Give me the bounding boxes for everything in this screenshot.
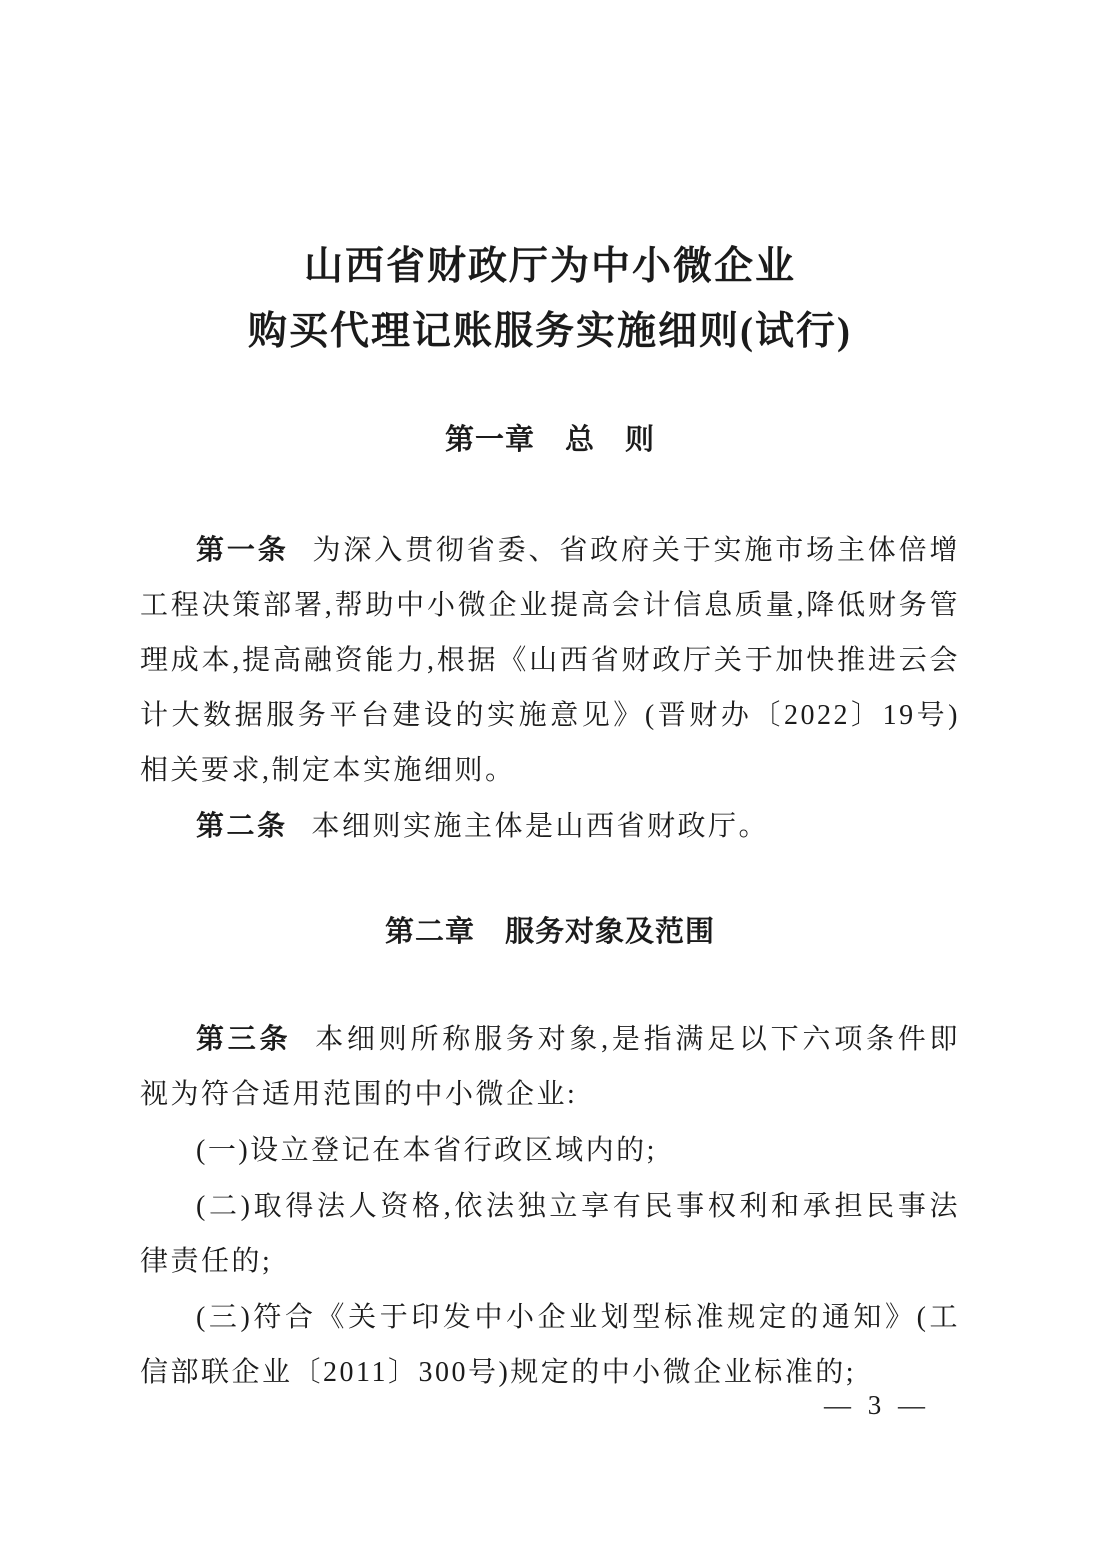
page-number: — 3 —	[824, 1390, 930, 1420]
document-title	[140, 0, 960, 364]
article-3-item-2-text: (二)取得法人资格,依法独立享有民事权利和承担民事法律责任的;	[140, 1191, 960, 1277]
article-1-label: 第一条	[196, 534, 289, 565]
chapter-2-heading: 第二章 服务对象及范围	[384, 916, 715, 948]
article-3-text: 本细则所称服务对象,是指满足以下六项条件即视为符合适用范围的中小微企业:	[140, 1024, 960, 1110]
article-3-paragraph	[140, 1011, 960, 1122]
document-title-line-1: 山西省财政厅为中小微企业	[303, 245, 796, 288]
document-title-line-2: 购买代理记账服务实施细则(试行)	[248, 310, 852, 353]
article-3-item-3-text: (三)符合《关于印发中小企业划型标准规定的通知》(工信部联企业〔2011〕300号)规定的中小微企业标准的;	[140, 1302, 960, 1388]
chapter-1-heading: 第一章 总 则	[444, 424, 655, 456]
article-2-paragraph	[140, 798, 960, 854]
article-2-text: 本细则实施主体是山西省财政厅。	[311, 811, 770, 842]
article-3-item-3	[140, 1289, 960, 1400]
article-3-item-2	[140, 1178, 960, 1289]
article-2-label: 第二条	[196, 810, 288, 841]
article-3-label: 第三条	[196, 1023, 292, 1054]
article-3-item-1-text: (一)设立登记在本省行政区域内的;	[196, 1135, 657, 1166]
article-1-text: 为深入贯彻省委、省政府关于实施市场主体倍增工程决策部署,帮助中小微企业提高会计信息质量,降低财务管理成本,提高融资能力,根据《山西省财政厅关于加快推进云会计大数据服务平台建设的实施意见》(晋财办〔2022〕19号)相关要求,制定本实施细则。	[140, 535, 960, 786]
article-1-paragraph	[140, 522, 960, 798]
article-3-item-1	[140, 1122, 960, 1178]
